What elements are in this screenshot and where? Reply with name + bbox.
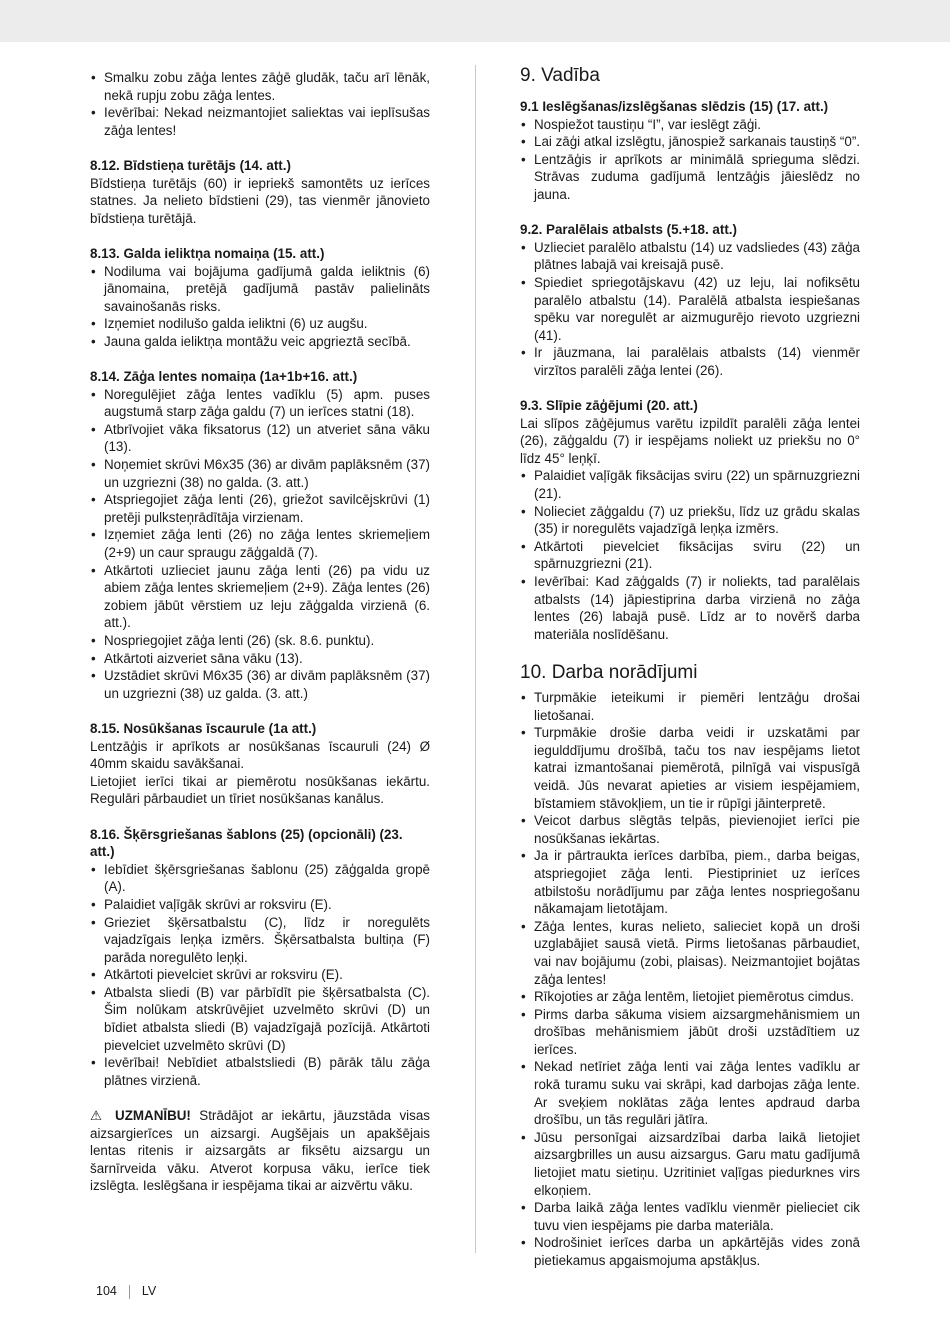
bullet-list <box>90 263 430 351</box>
list-item: • Ievērībai: Nekad neizmantojiet saliektas vai ieplīsušas zāģa lentes! <box>90 104 430 139</box>
list-item: • Noņemiet skrūvi M6x35 (36) ar divām paplāksnēm (37) un uzgriezni (38) no galda. (3. att.) <box>90 456 430 491</box>
list-item: • Pirms darba sākuma visiem aizsargmehānismiem un drošības mehānismiem jābūt droši uzstādītiem uz ierīces. <box>520 1006 860 1059</box>
section-heading: 8.12. Bīdstieņa turētājs (14. att.) <box>90 157 291 173</box>
list-item: • Nodrošiniet ierīces darba un apkārtējās vides zonā pietiekamus apgaismojuma apstākļus. <box>520 1234 860 1269</box>
list-item: • Palaidiet vaļīgāk fiksācijas sviru (22) un spārnuzgriezni (21). <box>520 467 860 502</box>
footer-divider <box>129 1285 130 1299</box>
list-item: • Ja ir pārtraukta ierīces darbība, piem., darba beigas, atspriegojiet zāģa lenti. Piestipriniet uz ierīces atbilstošu norādījumu par zāģa lentes nospriegošanu nākamajam lietotājam. <box>520 847 860 917</box>
bullet-list <box>520 239 860 380</box>
list-item: • Palaidiet vaļīgāk skrūvi ar roksviru (E). <box>90 896 430 914</box>
list-item: • Lai zāģi atkal izslēgtu, jānospiež sarkanais taustiņš “0”. <box>520 133 860 151</box>
language-code: LV <box>141 1284 157 1298</box>
page-number: 104 <box>96 1284 117 1298</box>
bullet-list <box>520 689 860 1270</box>
bullet-list <box>90 861 430 1090</box>
list-item: • Ievērībai! Nebīdiet atbalstsliedi (B) pārāk tālu zāģa plātnes virzienā. <box>90 1054 430 1089</box>
section-8-16 <box>90 826 430 1090</box>
list-item: • Turpmākie drošie darba veidi ir uzskatāmi par iegulddījumu drošībā, taču tos nav iespējams lietot katrai izmantošanai piemērotā, pilnīgā vai vispusīgā veidā. Jūs nevarat apieties ar visiem iespējamiem, bīstamiem stāvokļiem, un tie ir rūpīgi jāinterpretē. <box>520 724 860 812</box>
list-item: • Atkārtoti pievelciet fiksācijas sviru (22) un spārnuzgriezni (21). <box>520 538 860 573</box>
list-item: • Noregulējiet zāģa lentes vadīklu (5) apm. puses augstumā starp zāģa galdu (7) un ierīces statni (18). <box>90 386 430 421</box>
section-heading: 9.2. Paralēlais atbalsts (5.+18. att.) <box>520 222 737 238</box>
list-item: • Atbalsta sliedi (B) var pārbīdīt pie šķērsatbalsta (C). Šim nolūkam atskrūvējiet uzvelmēto skrūvi (D) un bīdiet atbalsta sliedi (B) vajadzīgajā pozīcijā. Atkārtoti pievelciet uzvelmēto skrūvi (D) <box>90 984 430 1054</box>
warning-icon: ⚠ <box>90 1108 107 1124</box>
list-item: • Ir jāuzmana, lai paralēlais atbalsts (14) vienmēr virzītos paralēli zāģa lentei (26). <box>520 344 860 379</box>
list-item: • Ievērībai: Kad zāģgalds (7) ir noliekts, tad paralēlais atbalsts (14) jāpiestiprina darba virzienā no zāģa lentes (26) labajā pusē. Līdz ar to novērš darba materiāla noslīdēšanu. <box>520 573 860 643</box>
list-item: • Nospriegojiet zāģa lenti (26) (sk. 8.6. punktu). <box>90 632 430 650</box>
list-item: • Uzlieciet paralēlo atbalstu (14) uz vadsliedes (43) zāģa plātnes labajā vai kreisajā pusē. <box>520 239 860 274</box>
paragraph: Lai slīpos zāģējumus varētu izpildīt paralēli zāģa lentei (26), zāģgaldu (7) ir iespējams noliekt uz priekšu no 0° līdz 45° leņķī. <box>520 415 860 466</box>
list-item: • Izņemiet zāģa lenti (26) no zāģa lentes skriemeļiem (2+9) un caur spraugu zāģgaldā (7). <box>90 526 430 561</box>
section-8-14 <box>90 368 430 702</box>
list-item: • Jūsu personīgai aizsardzībai darba laikā lietojiet aizsargbrilles un ausu aizsargus. Garu matu gadījumā lietojiet matu sietiņu. Uzritiniet vaļīgas piedurknes virs elkoņiem. <box>520 1129 860 1199</box>
list-item: • Iebīdiet šķērsgriešanas šablonu (25) zāģgalda gropē (A). <box>90 861 430 896</box>
list-item: • Zāģa lentes, kuras nelieto, salieciet kopā un droši uzglabājiet sausā vietā. Pirms lietošanas pārbaudiet, vai nav bojājumu (zobi, plaisas). Neizmantojiet bojātas zāģa lentes! <box>520 918 860 988</box>
list-item: • Darba laikā zāģa lentes vadīklu vienmēr pielieciet cik tuvu vien iespējams pie darba materiāla. <box>520 1199 860 1234</box>
chapter-heading-10: 10. Darba norādījumi <box>520 662 698 683</box>
list-item: • Lentzāģis ir aprīkots ar minimālā sprieguma slēdzi. Strāvas zuduma gadījumā lentzāģis jāieslēdz no jauna. <box>520 151 860 204</box>
intro-section <box>90 69 430 139</box>
section-8-13 <box>90 245 430 351</box>
list-item: • Spiediet spriegotājskavu (42) uz leju, lai nofiksētu paralēlo atbalstu (14). Paralēlā atbalsta iespiešanas spēku var noregulēt ar aizmugurējo rievoto uzgriezni (41). <box>520 274 860 344</box>
chapter-heading-9: 9. Vadība <box>520 65 600 86</box>
section-heading: 8.13. Galda ieliktņa nomaiņa (15. att.) <box>90 245 325 261</box>
list-item: • Izņemiet nodilušo galda ieliktni (6) uz augšu. <box>90 315 430 333</box>
page-footer <box>96 1283 156 1301</box>
section-8-15 <box>90 720 430 808</box>
intro-bullets <box>90 69 430 139</box>
list-item: • Jauna galda ieliktņa montāžu veic apgrieztā secībā. <box>90 333 430 351</box>
section-9-3 <box>520 397 860 643</box>
list-item: • Atkārtoti pievelciet skrūvi ar roksviru (E). <box>90 966 430 984</box>
caution-text: Strādājot ar iekārtu, jāuzstāda visas aizsargierīces un aizsargi. Augšējais un apakšējais lentas ritenis ir aizsargāts ar fiksētu aizsargu un šarnīrveida vāku. Atverot korpusa vāku, ierīce tiek izslēgta. Ieslēgšana ir iespējama tikai ar aizvērtu vāku. <box>90 1108 430 1194</box>
list-item: • Rīkojoties ar zāģa lentēm, lietojiet piemērotus cimdus. <box>520 988 860 1006</box>
list-item: • Atspriegojiet zāģa lenti (26), griežot savilcējskrūvi (1) pretēji pulksteņrādītāja virzienam. <box>90 491 430 526</box>
right-column <box>520 65 861 1270</box>
list-item: • Smalku zobu zāģa lentes zāģē gludāk, taču arī lēnāk, nekā rupju zobu zāģa lentes. <box>90 69 430 104</box>
bullet-list <box>90 386 430 703</box>
section-heading: 9.1 Ieslēgšanas/izslēgšanas slēdzis (15) (17. att.) <box>520 99 829 114</box>
list-item: • Atkārtoti aizveriet sāna vāku (13). <box>90 650 430 668</box>
top-header-band <box>0 0 950 42</box>
caution-paragraph <box>90 1107 430 1195</box>
section-9-1 <box>520 98 860 204</box>
list-item: • Grieziet šķērsatbalstu (C), līdz ir noregulēts vajadzīgais leņķa izmērs. Šķērsatbalsta bultiņa (F) parāda noregulēto leņķi. <box>90 914 430 967</box>
section-heading: 8.16. Šķērsgriešanas šablons (25) (opcionāli) (23. att.) <box>90 826 403 860</box>
left-column <box>90 69 430 1213</box>
list-item: • Veicot darbus slēgtās telpās, pievienojiet ierīci pie nosūkšanas iekārtas. <box>520 812 860 847</box>
list-item: • Nolieciet zāģgaldu (7) uz priekšu, līdz uz grādu skalas (35) ir noregulēts vajadzīgā leņķa izmērs. <box>520 503 860 538</box>
list-item: • Atbrīvojiet vāka fiksatorus (12) un atveriet sāna vāku (13). <box>90 421 430 456</box>
section-heading: 8.15. Nosūkšanas īscaurule (1a att.) <box>90 720 317 736</box>
paragraph: Bīdstieņa turētājs (60) ir iepriekš samontēts uz ierīces statnes. Ja nelieto bīdstieni (29), tas vienmēr jānovieto bīdstieņa turētājā. <box>90 175 430 226</box>
section-heading: 9.3. Slīpie zāģējumi (20. att.) <box>520 398 698 414</box>
section-9-2 <box>520 221 860 379</box>
list-item: • Uzstādiet skrūvi M6x35 (36) ar divām paplāksnēm (37) un uzgriezni (38) uz galda. (3. att.) <box>90 667 430 702</box>
caution-section <box>90 1107 430 1195</box>
paragraph: Lentzāģis ir aprīkots ar nosūkšanas īscauruli (24) Ø 40mm skaidu savākšanai. <box>90 738 430 772</box>
caution-label: UZMANĪBU! <box>115 1108 191 1124</box>
list-item: • Nospiežot taustiņu “I”, var ieslēgt zāģi. <box>520 116 860 134</box>
list-item: • Atkārtoti uzlieciet jaunu zāģa lenti (26) pa vidu uz abiem zāģa lentes skriemeļiem (2+9). Zāģa lentes (26) zobiem jābūt vērstiem uz leju zāģgalda virzienā (6. att.). <box>90 562 430 632</box>
list-item: • Turpmākie ieteikumi ir piemēri lentzāģu drošai lietošanai. <box>520 689 860 724</box>
column-divider <box>475 65 476 1253</box>
section-8-12 <box>90 157 430 227</box>
bullet-list <box>520 467 860 643</box>
list-item: • Nodiluma vai bojājuma gadījumā galda ieliktnis (6) jānomaina, pretējā gadījumā pastāv palielināts savainošanās risks. <box>90 263 430 316</box>
bullet-list <box>520 116 860 204</box>
section-heading: 8.14. Zāģa lentes nomaiņa (1a+1b+16. att.) <box>90 369 358 385</box>
paragraph: Lietojiet ierīci tikai ar piemērotu nosūkšanas iekārtu. Regulāri pārbaudiet un tīriet nosūkšanas kanālus. <box>90 773 430 807</box>
list-item: • Nekad netīriet zāģa lenti vai zāģa lentes vadīklu ar rokā turamu suku vai skrāpi, kad darbojas zāģa lente. Ar sveķiem noklātas zāģa lentes apdraud darba drošību, un tās regulāri jātīra. <box>520 1058 860 1128</box>
